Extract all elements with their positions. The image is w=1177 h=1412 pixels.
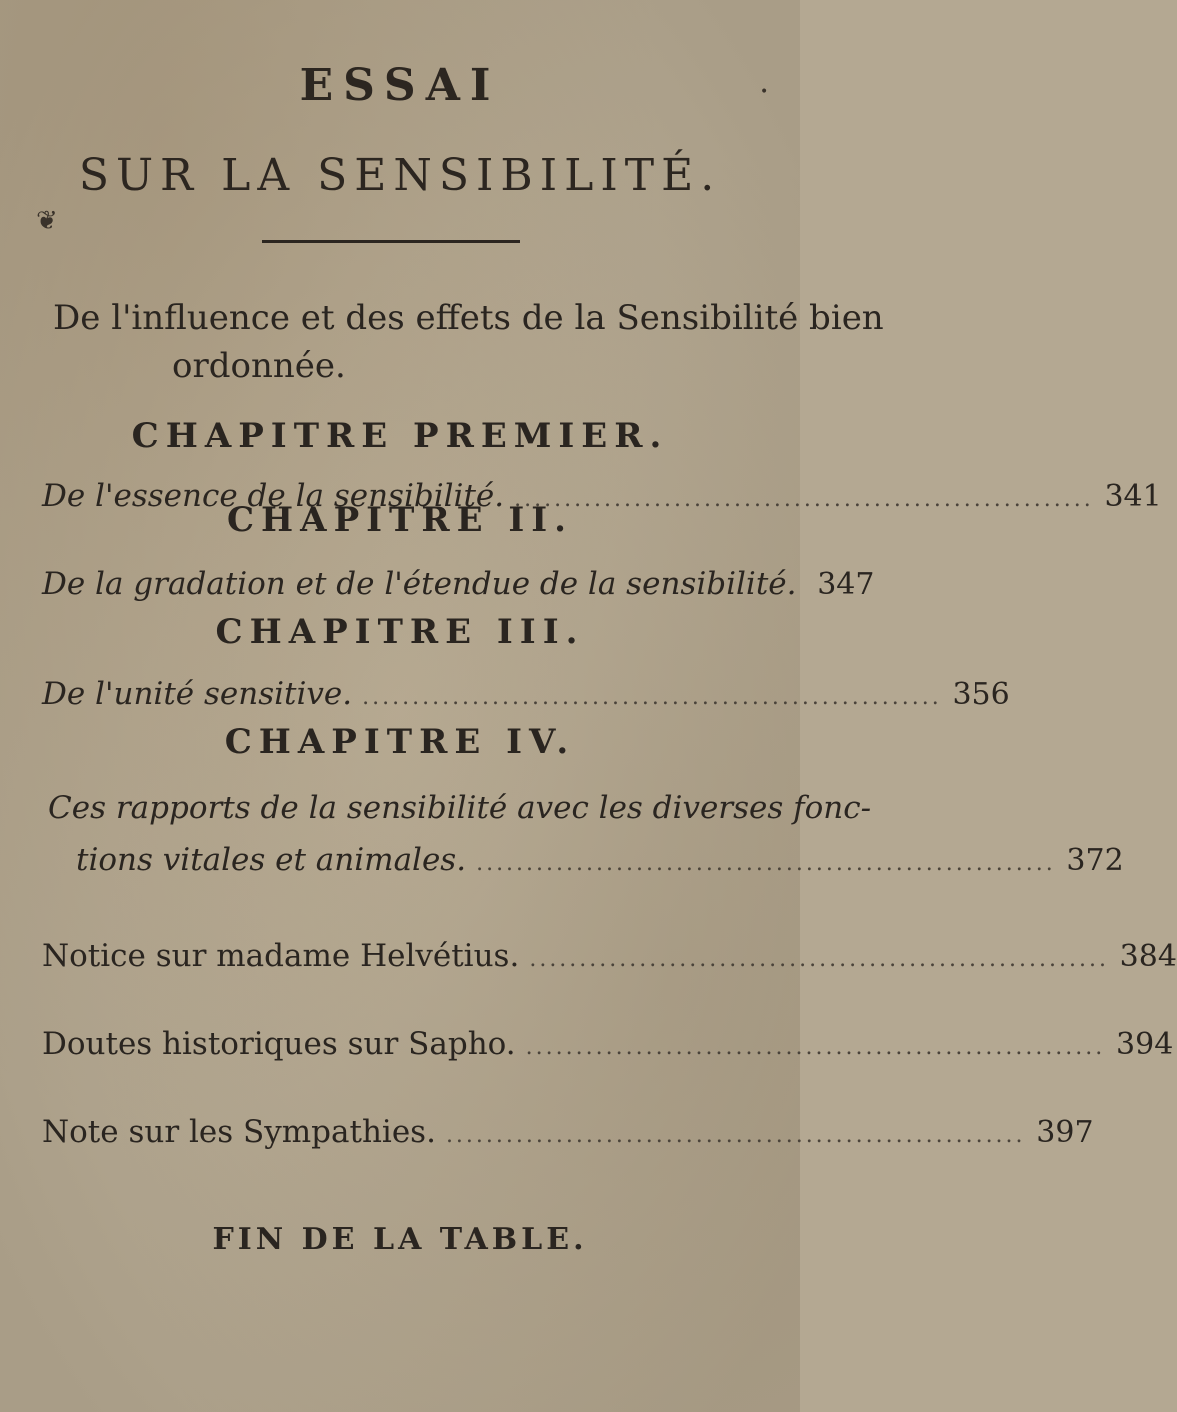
end-of-table: FIN DE LA TABLE. xyxy=(212,1222,588,1257)
toc-entry-7-text: Note sur les Sympathies. xyxy=(42,1114,436,1150)
toc-entry-3[interactable] xyxy=(42,676,1010,712)
toc-entry-3-page: 356 xyxy=(952,677,1010,712)
toc-entry-6-page: 394 xyxy=(1116,1027,1174,1062)
intro-line-2: ordonnée. xyxy=(172,346,346,386)
chapter-heading-1: CHAPITRE PREMIER. xyxy=(131,416,669,456)
leader-dots: .......................................................... xyxy=(362,685,942,710)
toc-entry-4-line-1: Ces rapports de la sensibilité avec les diverses fonc- xyxy=(48,790,872,826)
toc-entry-1-page: 341 xyxy=(1104,479,1162,514)
chapter-heading-2: CHAPITRE II. xyxy=(227,500,573,540)
toc-entry-4[interactable] xyxy=(76,842,1124,878)
toc-entry-2-page: 347 xyxy=(817,567,875,602)
toc-entry-6[interactable] xyxy=(42,1026,1174,1062)
chapter-heading-3: CHAPITRE III. xyxy=(215,612,585,652)
page-title: ESSAI xyxy=(299,60,501,111)
printer-mark-icon: ❦ xyxy=(36,206,58,236)
toc-entry-2-text: De la gradation et de l'étendue de la sensibilité. xyxy=(42,566,797,602)
intro-line-1: De l'influence et des effets de la Sensibilité bien xyxy=(53,298,884,338)
toc-entry-5[interactable] xyxy=(42,938,1177,974)
leader-dots: .......................................................... xyxy=(445,1123,1026,1148)
toc-entry-1-text: De l'essence de la sensibilité. xyxy=(42,478,505,514)
leader-dots: .......................................................... xyxy=(525,1035,1106,1060)
toc-entry-4-text: tions vitales et animales. xyxy=(76,842,467,878)
page-subtitle: SUR LA SENSIBILITÉ. xyxy=(78,150,722,201)
toc-entry-6-text: Doutes historiques sur Sapho. xyxy=(42,1026,516,1062)
title-rule xyxy=(262,240,520,243)
toc-entry-7[interactable] xyxy=(42,1114,1094,1150)
toc-entry-4-page: 372 xyxy=(1066,843,1124,878)
leader-dots: .......................................................... xyxy=(529,947,1109,972)
signature-mark-icon: • xyxy=(760,84,769,100)
toc-entry-2[interactable] xyxy=(42,566,875,602)
leader-dots: .......................................................... xyxy=(514,487,1094,512)
leader-dots: .......................................................... xyxy=(476,851,1056,876)
toc-entry-7-page: 397 xyxy=(1036,1115,1094,1150)
toc-entry-5-page: 384 xyxy=(1119,939,1177,974)
toc-entry-5-text: Notice sur madame Helvétius. xyxy=(42,938,520,974)
toc-entry-3-text: De l'unité sensitive. xyxy=(42,676,353,712)
chapter-heading-4: CHAPITRE IV. xyxy=(224,722,576,762)
